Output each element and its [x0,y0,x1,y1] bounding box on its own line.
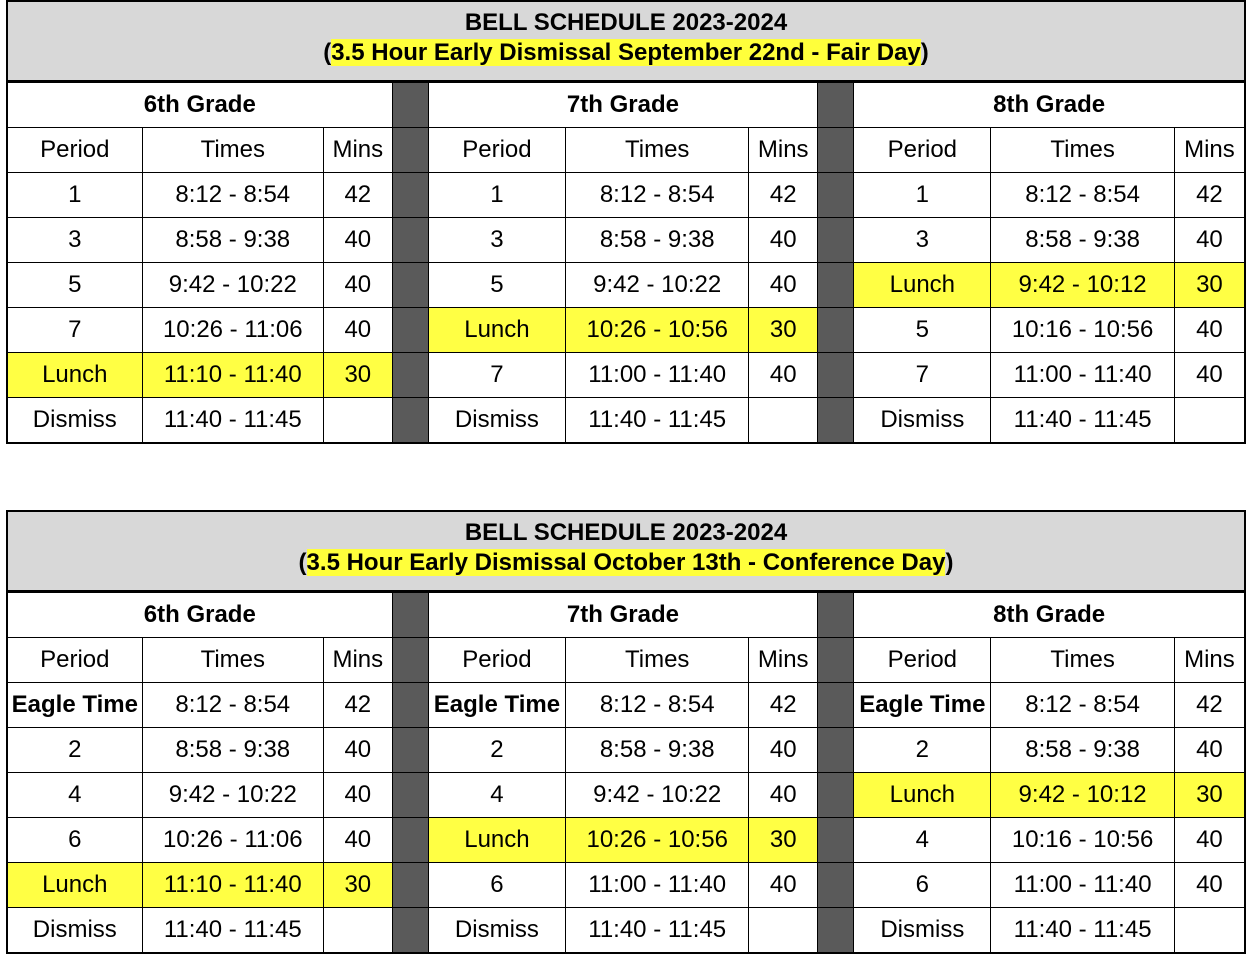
grade-separator [392,638,428,683]
times-cell: 11:40 - 11:45 [991,908,1174,953]
mins-cell: 40 [324,218,393,263]
table-row [8,818,1244,863]
grade-separator [392,773,428,818]
table-row [8,863,1244,908]
period-cell: Lunch [854,773,991,818]
mins-cell [749,398,818,443]
times-cell: 11:40 - 11:45 [991,398,1174,443]
period-cell: Lunch [8,353,142,398]
mins-cell: 40 [1174,863,1244,908]
period-cell: 1 [854,173,991,218]
times-header: Times [991,638,1174,683]
times-header: Times [565,128,748,173]
mins-cell: 30 [324,353,393,398]
table-row [8,308,1244,353]
grade-separator [818,863,854,908]
mins-header: Mins [1174,128,1244,173]
subtitle-highlight: 3.5 Hour Early Dismissal October 13th - Conference Day [306,549,946,576]
times-cell: 8:12 - 8:54 [142,173,323,218]
period-cell: Dismiss [428,398,565,443]
period-cell: Dismiss [854,908,991,953]
mins-cell: 40 [324,728,393,773]
times-cell: 8:58 - 9:38 [142,728,323,773]
table-row [8,218,1244,263]
mins-cell [324,908,393,953]
mins-cell [1174,398,1244,443]
mins-cell [1174,908,1244,953]
period-cell: 4 [854,818,991,863]
grade-separator [392,593,428,638]
times-cell: 11:40 - 11:45 [142,398,323,443]
grade-title: 7th Grade [428,83,817,128]
mins-cell: 40 [749,218,818,263]
times-cell: 11:40 - 11:45 [565,398,748,443]
period-header: Period [854,128,991,173]
period-cell: 7 [428,353,565,398]
period-cell: 3 [854,218,991,263]
schedule-title: BELL SCHEDULE 2023-2024 [464,9,788,36]
times-cell: 8:12 - 8:54 [565,173,748,218]
table-row [8,908,1244,953]
times-cell: 10:16 - 10:56 [991,308,1174,353]
mins-cell: 40 [749,263,818,308]
grade-separator [392,908,428,953]
times-header: Times [142,638,323,683]
period-cell: 7 [854,353,991,398]
grade-separator [392,263,428,308]
table-row [8,353,1244,398]
mins-cell: 40 [1174,818,1244,863]
grade-separator [818,398,854,443]
grade-separator [818,83,854,128]
grade-separator [818,908,854,953]
grade-title: 6th Grade [8,83,392,128]
subtitle-close-paren: ) [920,39,929,66]
times-cell: 11:00 - 11:40 [565,863,748,908]
grade-separator [818,353,854,398]
period-cell: Dismiss [8,908,142,953]
grade-separator [392,818,428,863]
grade-separator [392,353,428,398]
times-cell: 10:26 - 10:56 [565,818,748,863]
times-cell: 9:42 - 10:12 [991,263,1174,308]
schedule-header [8,512,1244,592]
mins-cell: 30 [1174,773,1244,818]
period-cell: Lunch [854,263,991,308]
schedule-subtitle [8,38,1244,68]
grade-separator [392,173,428,218]
period-cell: 2 [854,728,991,773]
grade-separator [818,173,854,218]
mins-cell: 40 [749,728,818,773]
times-cell: 10:26 - 11:06 [142,818,323,863]
period-cell: 5 [8,263,142,308]
grade-separator [818,218,854,263]
mins-cell: 40 [324,773,393,818]
times-header: Times [565,638,748,683]
period-cell: 6 [854,863,991,908]
period-header: Period [8,128,142,173]
mins-header: Mins [749,128,818,173]
grade-separator [818,263,854,308]
grade-separator [818,818,854,863]
period-cell: 4 [428,773,565,818]
times-cell: 11:00 - 11:40 [991,353,1174,398]
column-header-row [8,128,1244,173]
times-header: Times [991,128,1174,173]
grade-title: 8th Grade [854,83,1244,128]
period-cell: 1 [428,173,565,218]
mins-cell: 42 [749,683,818,728]
schedule-header [8,2,1244,82]
period-cell: Lunch [428,308,565,353]
times-cell: 8:58 - 9:38 [142,218,323,263]
period-cell: 3 [428,218,565,263]
mins-cell: 40 [324,308,393,353]
grade-separator [818,728,854,773]
mins-cell: 40 [1174,728,1244,773]
grade-title: 8th Grade [854,593,1244,638]
grade-separator [392,863,428,908]
mins-header: Mins [324,128,393,173]
mins-cell: 42 [1174,683,1244,728]
times-cell: 9:42 - 10:22 [142,263,323,308]
times-cell: 9:42 - 10:22 [565,263,748,308]
mins-cell: 30 [324,863,393,908]
mins-header: Mins [749,638,818,683]
times-cell: 8:58 - 9:38 [991,728,1174,773]
table-row [8,173,1244,218]
grade-separator [392,683,428,728]
times-cell: 9:42 - 10:22 [142,773,323,818]
table-row [8,728,1244,773]
times-cell: 9:42 - 10:12 [991,773,1174,818]
times-cell: 11:40 - 11:45 [142,908,323,953]
grade-separator [392,398,428,443]
times-cell: 9:42 - 10:22 [565,773,748,818]
subtitle-open-paren: ( [323,39,332,66]
schedule-table [8,592,1244,952]
schedule-table [8,82,1244,442]
period-cell: 3 [8,218,142,263]
grade-separator [818,308,854,353]
mins-header: Mins [1174,638,1244,683]
period-cell: 1 [8,173,142,218]
period-cell: Eagle Time [428,683,565,728]
schedule-subtitle [8,548,1244,578]
mins-header: Mins [324,638,393,683]
times-cell: 10:26 - 10:56 [565,308,748,353]
period-cell: 4 [8,773,142,818]
period-cell: Lunch [428,818,565,863]
period-cell: 6 [8,818,142,863]
table-row [8,773,1244,818]
grade-separator [392,83,428,128]
times-cell: 8:12 - 8:54 [991,683,1174,728]
times-header: Times [142,128,323,173]
mins-cell [749,908,818,953]
grade-separator [392,218,428,263]
times-cell: 11:00 - 11:40 [991,863,1174,908]
table-row [8,683,1244,728]
mins-cell: 30 [1174,263,1244,308]
grade-title: 7th Grade [428,593,817,638]
period-cell: 2 [8,728,142,773]
times-cell: 8:58 - 9:38 [991,218,1174,263]
grade-separator [818,773,854,818]
mins-cell: 40 [749,863,818,908]
period-cell: 6 [428,863,565,908]
period-header: Period [8,638,142,683]
period-cell: Dismiss [8,398,142,443]
schedule-title: BELL SCHEDULE 2023-2024 [464,519,788,546]
mins-cell: 40 [749,773,818,818]
grade-separator [392,728,428,773]
grade-separator [392,308,428,353]
period-header: Period [428,638,565,683]
period-header: Period [428,128,565,173]
table-row [8,263,1244,308]
period-cell: Dismiss [854,398,991,443]
grade-header-row [8,83,1244,128]
times-cell: 11:10 - 11:40 [142,353,323,398]
subtitle-highlight: 3.5 Hour Early Dismissal September 22nd - Fair Day [331,39,921,66]
grade-separator [818,593,854,638]
period-cell: 5 [428,263,565,308]
times-cell: 8:12 - 8:54 [142,683,323,728]
mins-cell: 42 [324,173,393,218]
grade-header-row [8,593,1244,638]
times-cell: 10:16 - 10:56 [991,818,1174,863]
times-cell: 8:58 - 9:38 [565,218,748,263]
mins-cell: 40 [324,263,393,308]
subtitle-open-paren: ( [298,549,307,576]
grade-separator [392,128,428,173]
period-cell: Dismiss [428,908,565,953]
period-cell: Eagle Time [854,683,991,728]
mins-cell: 40 [1174,218,1244,263]
grade-separator [818,683,854,728]
period-cell: 5 [854,308,991,353]
times-cell: 8:58 - 9:38 [565,728,748,773]
column-header-row [8,638,1244,683]
times-cell: 11:10 - 11:40 [142,863,323,908]
mins-cell: 40 [324,818,393,863]
mins-cell: 42 [324,683,393,728]
bell-schedule-fair-day [6,0,1246,444]
mins-cell [324,398,393,443]
bell-schedule-conference-day [6,510,1246,954]
mins-cell: 30 [749,818,818,863]
period-cell: Eagle Time [8,683,142,728]
subtitle-close-paren: ) [945,549,954,576]
mins-cell: 40 [1174,308,1244,353]
mins-cell: 30 [749,308,818,353]
mins-cell: 40 [1174,353,1244,398]
times-cell: 8:12 - 8:54 [991,173,1174,218]
period-cell: 7 [8,308,142,353]
times-cell: 10:26 - 11:06 [142,308,323,353]
period-header: Period [854,638,991,683]
period-cell: Lunch [8,863,142,908]
mins-cell: 42 [749,173,818,218]
grade-separator [818,638,854,683]
mins-cell: 40 [749,353,818,398]
period-cell: 2 [428,728,565,773]
times-cell: 8:12 - 8:54 [565,683,748,728]
table-row [8,398,1244,443]
times-cell: 11:00 - 11:40 [565,353,748,398]
grade-separator [818,128,854,173]
grade-title: 6th Grade [8,593,392,638]
times-cell: 11:40 - 11:45 [565,908,748,953]
mins-cell: 42 [1174,173,1244,218]
